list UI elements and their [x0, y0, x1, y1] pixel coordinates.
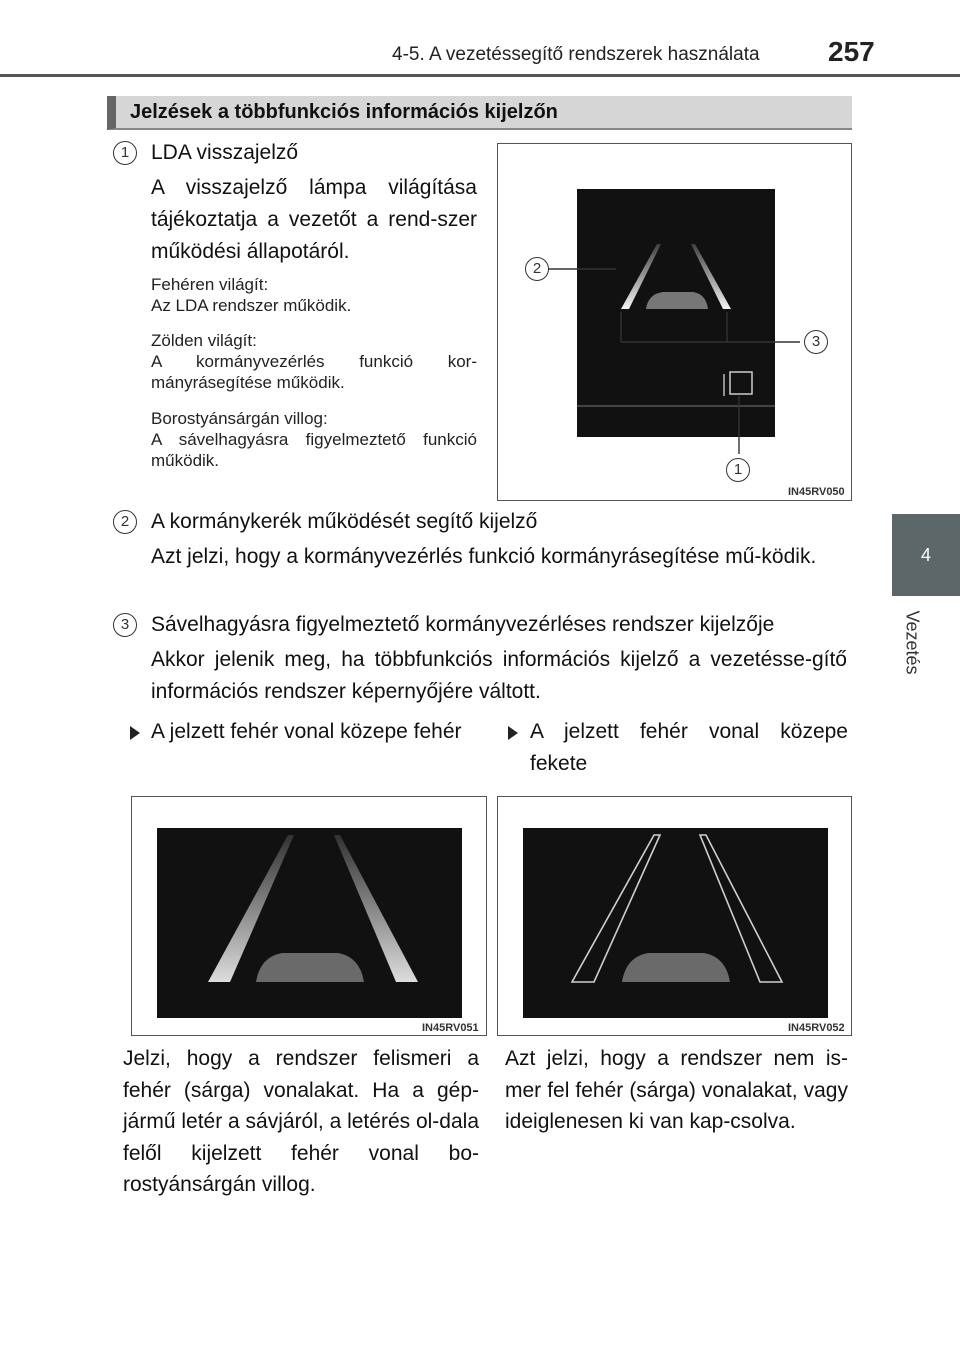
figure-main-illustration	[498, 144, 853, 502]
item-title-2: A kormánykerék működését segítő kijelző	[151, 510, 538, 533]
section-title: Jelzések a többfunkciós információs kijelzőn	[130, 101, 558, 123]
callout-3: 3	[804, 330, 828, 354]
state-3	[151, 408, 477, 471]
state-label: Borostyánsárgán villog:	[151, 409, 328, 428]
display-screen	[577, 189, 775, 437]
bullet-arrow-icon	[508, 726, 518, 740]
item-number-2: 2	[113, 510, 137, 534]
figure-left-illustration	[132, 797, 488, 1037]
car-icon	[256, 953, 364, 982]
figure-code: IN45RV051	[422, 1022, 479, 1034]
state-desc: Az LDA rendszer működik.	[151, 296, 352, 315]
running-header: 4-5. A vezetéssegítő rendszerek használata	[392, 44, 760, 65]
figure-code: IN45RV052	[788, 1022, 845, 1034]
item-text-1: A visszajelző lámpa világítása tájékoztatja a vezetőt a rend-szer működési állapotáról.	[151, 176, 477, 263]
item-number-3: 3	[113, 613, 137, 637]
case-text-left: Jelzi, hogy a rendszer felismeri a fehér (sárga) vonalakat. Ha a gép-jármű letér a sávjáról, a letérés ol-dala felől kijelzett fehér vonal bo-rostyánsárgán villog.	[123, 1047, 479, 1196]
display-screen	[523, 828, 828, 1018]
bullet-arrow-icon	[130, 726, 140, 740]
case-heading-right: A jelzett fehér vonal közepe fekete	[530, 720, 848, 775]
state-1	[151, 274, 477, 316]
item-text-2: Azt jelzi, hogy a kormányvezérlés funkció kormányrásegítése mű-ködik.	[151, 545, 817, 568]
display-screen	[157, 828, 462, 1018]
item-text-3: Akkor jelenik meg, ha többfunkciós információs kijelző a vezetésse-gítő információs rendszer képernyőjére váltott.	[151, 648, 847, 703]
state-label: Zölden világít:	[151, 331, 257, 350]
item-title-3: Sávelhagyásra figyelmeztető kormányvezérléses rendszer kijelzője	[151, 613, 775, 636]
item-title-1: LDA visszajelző	[151, 141, 299, 164]
figure-main	[497, 143, 852, 501]
state-2	[151, 330, 477, 393]
chapter-label	[898, 604, 928, 684]
state-desc: A sávelhagyásra figyelmeztető funkció működik.	[151, 430, 477, 470]
state-label: Fehéren világít:	[151, 275, 269, 294]
item-number-1: 1	[113, 141, 137, 165]
figure-code: IN45RV050	[788, 486, 845, 498]
header-rule	[0, 74, 960, 77]
chapter-label-text: Vezetés	[902, 610, 923, 675]
car-icon	[622, 953, 730, 982]
page-number: 257	[828, 36, 875, 67]
chapter-tab[interactable]: 4	[892, 514, 960, 596]
case-text-right: Azt jelzi, hogy a rendszer nem is-mer fel fehér (sárga) vonalakat, vagy ideiglenesen ki van kap-csolva.	[505, 1047, 848, 1133]
car-icon	[646, 292, 708, 309]
callout-1: 1	[726, 458, 750, 482]
figure-left	[131, 796, 487, 1036]
section-title-bar	[107, 96, 852, 130]
case-heading-left: A jelzett fehér vonal közepe fehér	[151, 720, 462, 743]
figure-right-illustration	[498, 797, 853, 1037]
figure-right	[497, 796, 852, 1036]
state-desc: A kormányvezérlés funkció kor-mányrásegítése működik.	[151, 352, 477, 392]
callout-2: 2	[525, 257, 549, 281]
